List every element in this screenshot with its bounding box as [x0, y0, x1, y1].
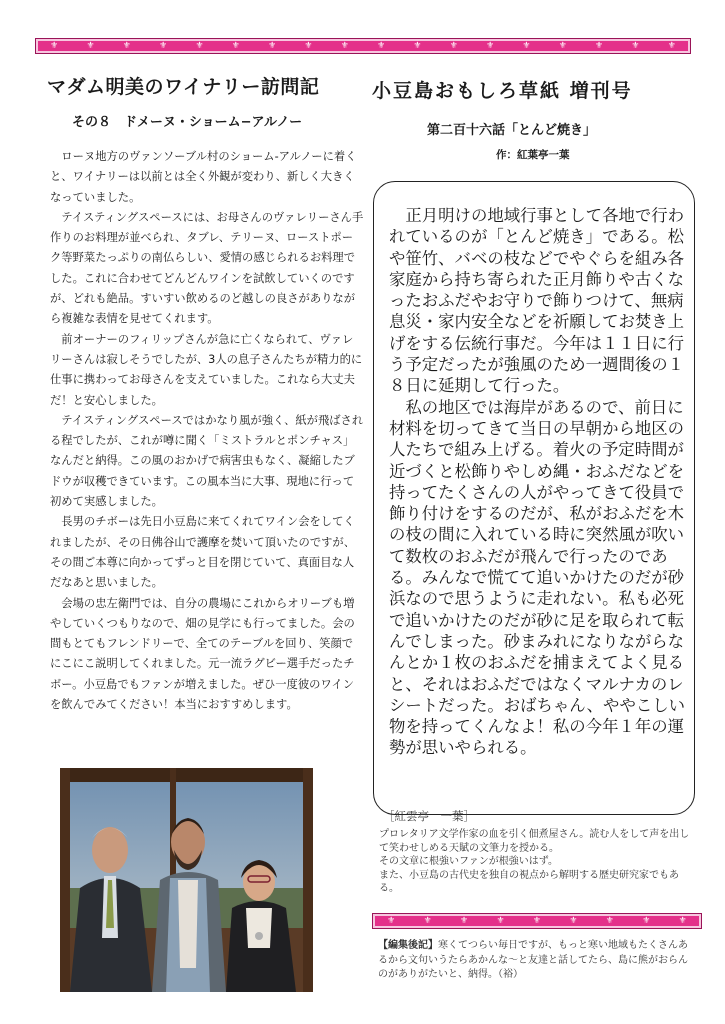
divider-decorative-banner: [372, 913, 702, 929]
fleur-de-lis-icon: ⚜: [631, 41, 640, 51]
story-author: 作：紅葉亭一葉: [496, 149, 570, 161]
article-paragraph: 長男のチボーは先日小豆島に来てくれてワイン会をしてくれましたが、その日佛谷山で護摩を焚いて頂いたのですが、その間ご本尊に向かってずっと目を閉じていて、真面目な人だなあと思いました。: [50, 515, 356, 590]
fleur-de-lis-icon: ⚜: [413, 41, 422, 51]
fleur-de-lis-icon: ⚜: [340, 41, 349, 51]
winery-visit-photo: [60, 768, 313, 992]
fleur-de-lis-icon: ⚜: [532, 916, 541, 926]
top-decorative-banner: [35, 38, 691, 54]
editor-postscript: [378, 939, 696, 983]
article-paragraph: テイスティングスペースではかなり風が強く、紙が飛ばされる程でしたが、これが噂に聞く「ミストラルとポンチャス」なんだと納得。この風のおかげで病害虫もなく、凝縮したブドウが収穫できています。この風本当に大事、現地に行って初めて実感しました。: [50, 413, 364, 509]
winery-article-subtitle: その８ ドメーヌ・ショーム−アルノー: [72, 115, 303, 130]
story-paragraph: 私の地区では海岸があるので、前日に材料を切ってきて当日の早朝から地区の人たちで組み上げる。着火の予定時間が近づくと松飾りやしめ縄・おふだなどを持ってたくさんの人がやってきて役員で飾り付けをするのだが、私がおふだを木の枝の間に入れている時に突然風が吹いて数枚のおふだが飛んで行ったのである。みんなで慌てて追いかけたのだが砂浜なので思うように走れない。私も必死で追いかけたのだが砂に足を取られて転んでしまった。砂まみれになりながらなんとか１枚のおふだを捕まえてよく見ると、それはおふだではなくマルナカのレシートだった。おばちゃん、ややこしい物を持ってくんなよ！私の今年１年の運勢が思いやられる。: [389, 397, 686, 758]
story-paragraph: 正月明けの地域行事として各地で行われているのが「とんど焼き」である。松や笹竹、バベの枝などでやぐらを組み各家庭から持ち寄られた正月飾りや古くなったおふだやお守りで飾りつけて、無病息災・家内安全などを祈願してお焚き上げをする伝統行事だ。今年は１１日に行う予定だったが強風のため一週間後の１８日に延期して行った。: [389, 206, 685, 396]
fleur-de-lis-icon: ⚜: [423, 916, 432, 926]
fleur-de-lis-icon: ⚜: [522, 41, 531, 51]
fleur-de-lis-icon: ⚜: [304, 41, 313, 51]
fleur-de-lis-icon: ⚜: [460, 916, 469, 926]
author-profile-title: ［紅雲亭 一葉］: [383, 809, 475, 823]
fleur-de-lis-icon: ⚜: [449, 41, 458, 51]
story-body: [389, 205, 689, 759]
profile-line: プロレタリア文学作家の血を引く佃煮屋さん。読む人をして声を出して笑わせしめる天賦の文筆力を授かる。: [379, 829, 690, 854]
fleur-de-lis-icon: ⚜: [122, 41, 131, 51]
author-profile: [379, 828, 697, 896]
fleur-de-lis-icon: ⚜: [496, 916, 505, 926]
fleur-de-lis-icon: ⚜: [50, 41, 59, 51]
fleur-de-lis-icon: ⚜: [642, 916, 651, 926]
article-paragraph: 前オーナーのフィリップさんが急に亡くなられて、ヴァレリーさんは寂しそうでしたが、3人の息子さんたちが精力的に仕事に携わってお母さんを支えていました。これなら大丈夫だ！と安心しました。: [50, 332, 363, 407]
profile-line: その文章に根強いファンが根強いはず。: [379, 856, 558, 868]
winery-article-body: [50, 147, 364, 715]
fleur-de-lis-icon: ⚜: [569, 916, 578, 926]
fleur-de-lis-icon: ⚜: [86, 41, 95, 51]
fleur-de-lis-icon: ⚜: [195, 41, 204, 51]
fleur-de-lis-icon: ⚜: [678, 916, 687, 926]
fleur-de-lis-icon: ⚜: [486, 41, 495, 51]
fleur-de-lis-icon: ⚜: [231, 41, 240, 51]
fleur-de-lis-icon: ⚜: [558, 41, 567, 51]
fleur-de-lis-icon: ⚜: [377, 41, 386, 51]
story-title: 第二百十六話「とんど焼き」: [427, 123, 597, 138]
profile-line: また、小豆島の古代史を独自の視点から解明する歴史研究家でもある。: [379, 869, 679, 895]
article-paragraph: 会場の忠左衛門では、自分の農場にこれからオリーブも増やしていくつもりなので、畑の見学にも行ってました。会の間もとてもフレンドリーで、全てのテーブルを回り、笑顔でにこにこ説明してくれました。元一流ラグビー選手だったチボー。小豆島でもファンが増えました。ぜひ一度彼のワインを飲んでみてください！本当におすすめします。: [50, 596, 355, 712]
fleur-de-lis-icon: ⚜: [605, 916, 614, 926]
fleur-de-lis-icon: ⚜: [667, 41, 676, 51]
postscript-label: 【編集後記】: [378, 940, 438, 951]
winery-article-title: マダム明美のワイナリー訪問記: [47, 76, 320, 98]
article-paragraph: テイスティングスペースには、お母さんのヴァレリーさん手作りのお料理が並べられ、タブレ、テリーヌ、ローストポーク等野菜たっぷりの南仏らしい、愛情の感じられるお料理でした。これに合わせてどんどんワインを試飲していくのですが、どれも絶品。すいすい飲めるのど越しの良さがありながら複雑な表情を見せてくれます。: [50, 210, 364, 326]
fleur-de-lis-icon: ⚜: [595, 41, 604, 51]
series-title: 小豆島おもしろ草紙 増刊号: [372, 80, 633, 102]
fleur-de-lis-icon: ⚜: [387, 916, 396, 926]
article-paragraph: ローヌ地方のヴァンソーブル村のショーム-アルノーに着くと、ワイナリーは以前とは全く外観が変わり、新しく大きくなっていました。: [50, 150, 357, 204]
fleur-de-lis-icon: ⚜: [159, 41, 168, 51]
fleur-de-lis-icon: ⚜: [268, 41, 277, 51]
postscript-text: 寒くてつらい毎日ですが、もっと寒い地域もたくさんあるから文句いうたらあかんな〜と友達と話してたら、島に熊がおらんのがありがたいと、納得。（裕）: [378, 940, 688, 980]
